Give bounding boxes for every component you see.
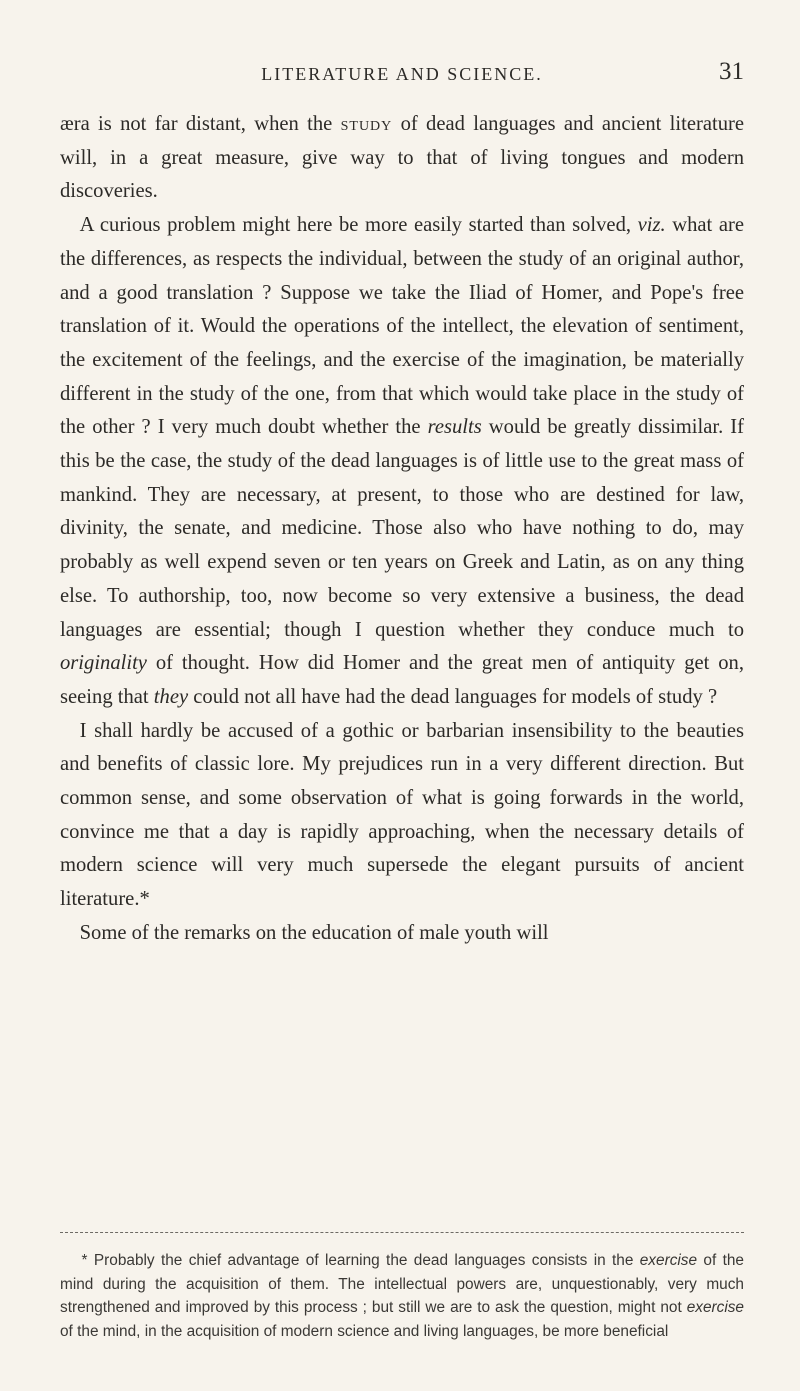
paragraph-2	[60, 209, 744, 715]
italic-word: exercise	[639, 1252, 698, 1269]
page-number: 31	[719, 58, 744, 85]
italic-word: they	[153, 685, 189, 708]
italic-word: results	[427, 416, 482, 439]
text-run: of thought. How did Homer and the great men of antiquity get on, seeing that	[60, 652, 744, 708]
text-run: of the mind during the acquisition of them. The intellectual powers are, unquestionably, very much strengthened and improved by this process ; but still we are to ask the question, might not	[60, 1252, 744, 1316]
running-title: LITERATURE AND SCIENCE.	[261, 64, 543, 84]
italic-word: originality	[60, 652, 147, 675]
footnote-divider	[60, 1232, 744, 1233]
text-run: æra is not far distant, when the	[60, 113, 341, 135]
text-run: could not all have had the dead languages for models of study ?	[188, 685, 718, 708]
footnotes	[60, 1249, 744, 1343]
footnote	[60, 1249, 744, 1343]
italic-word: exercise	[686, 1299, 744, 1316]
text-run: of the mind, in the acquisition of modern science and living languages, be more beneficial	[60, 1322, 669, 1340]
text-run: A curious problem might here be more easily started than solved,	[79, 214, 638, 237]
running-head	[60, 58, 744, 92]
paragraph-4: Some of the remarks on the education of male youth will	[79, 921, 549, 944]
italic-word: viz.	[637, 214, 666, 237]
text-run: of dead languages and ancient literature will, in a great measure, give way to that of living tongues and modern discoveries.	[60, 113, 744, 203]
paragraph-3: I shall hardly be accused of a gothic or barbarian insensibility to the beauties and benefits of classic lore. My prejudices run in a very different direction. But common sense, and some observation of what is going forwards in the world, convince me that a day is rapidly approaching, when the necessary details of modern science will very much supersede the elegant pursuits of ancient literature.*	[60, 719, 744, 911]
paragraph-1	[60, 108, 744, 209]
text-run: would be greatly dissimilar. If this be the case, the study of the dead languages is of little use to the great mass of mankind. They are necessary, at present, to those who are destined for law, divinity, the senate, and medicine. Those also who have nothing to do, may probably as well expend seven or ten years on Greek and Latin, as on any thing else. To authorship, too, now become so very extensive a business, the dead languages are essential; though I question whether they conduce much to	[60, 416, 745, 641]
body-text	[60, 108, 744, 951]
text-run: * Probably the chief advantage of learning the dead languages consists in the	[81, 1252, 640, 1269]
text-run: what are the differences, as respects the individual, between the study of an original author, and a good translation ? Suppose we take the Iliad of Homer, and Pope's free translation of it. Would the operations of the intellect, the elevation of sentiment, the excitement of the feelings, and the exercise of the imagination, be materially different in the study of the one, from that which would take place in the study of the other ? I very much doubt whether the	[60, 214, 744, 439]
small-caps-word: study	[340, 113, 393, 135]
